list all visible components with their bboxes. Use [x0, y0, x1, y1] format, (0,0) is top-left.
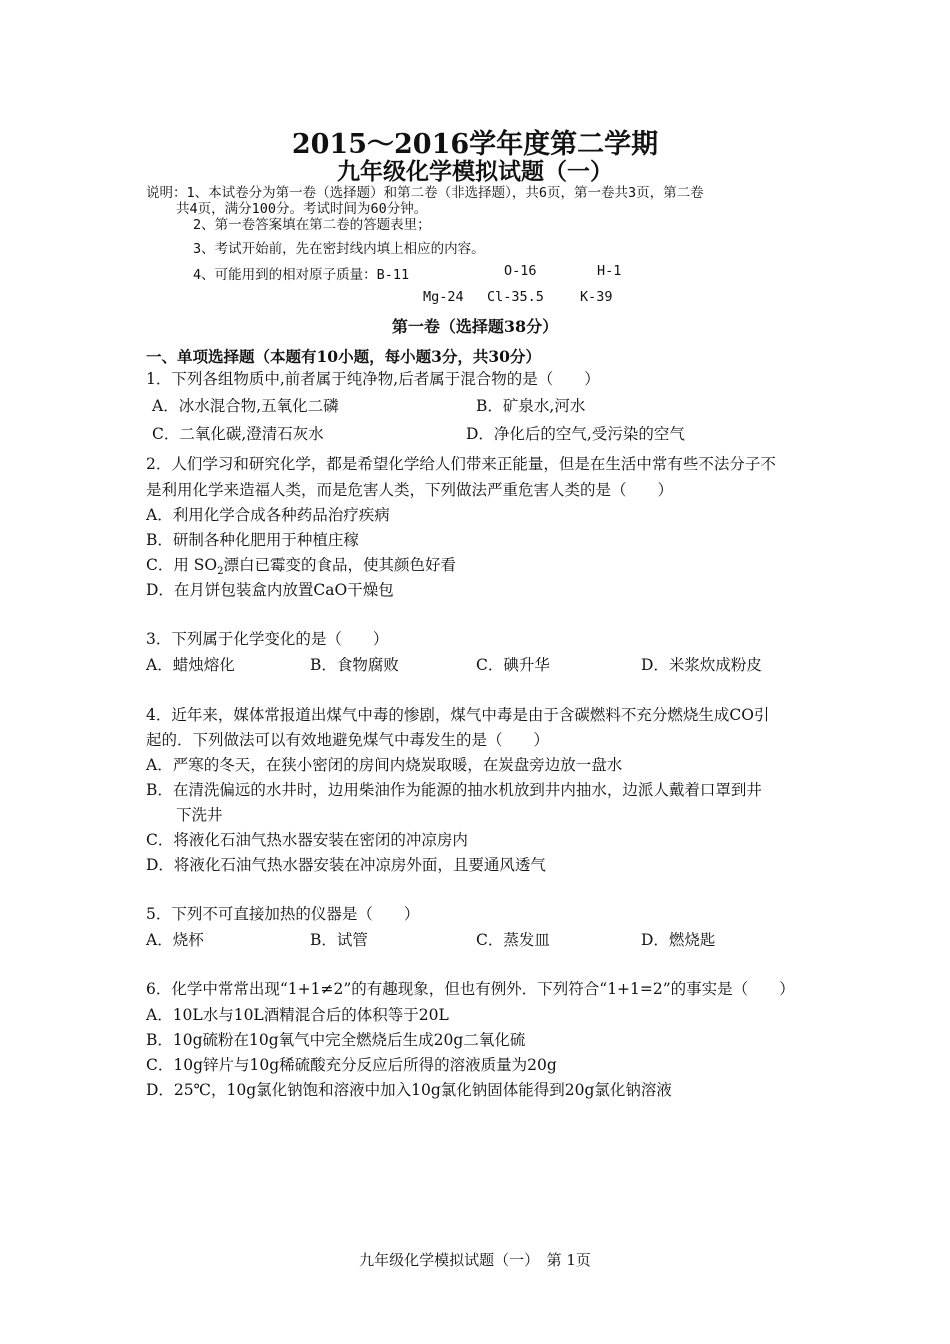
question-5-option-b: B．试管 — [310, 931, 368, 949]
question-2-option-d: D．在月饼包装盒内放置CaO干燥包 — [146, 581, 394, 599]
page-footer: 九年级化学模拟试题（一） 第 1页 — [359, 1251, 591, 1269]
question-1-option-c: C．二氧化碳,澄清石灰水 — [152, 425, 324, 443]
question-2-option-a: A．利用化学合成各种药品治疗疾病 — [146, 506, 390, 524]
option-c-suffix: 漂白已霉变的食品，使其颜色好看 — [223, 556, 457, 574]
question-3-option-a: A．蜡烛熔化 — [146, 656, 235, 674]
question-1-option-d: D．净化后的空气,受污染的空气 — [466, 425, 685, 443]
question-1-option-a: A．冰水混合物,五氧化二磷 — [152, 397, 339, 415]
instructions-line-3: 2、第一卷答案填在第二卷的答题表里； — [193, 217, 431, 233]
part-heading: 一、单项选择题（本题有10小题，每小题3分，共30分） — [146, 347, 541, 366]
question-4-option-a: A．严寒的冬天，在狭小密闭的房间内烧炭取暖，在炭盘旁边放一盘水 — [146, 756, 623, 774]
atomic-mass-o: O-16 — [504, 263, 537, 279]
atomic-mass-b: 4、可能用到的相对原子质量：B-11 — [193, 267, 410, 283]
question-3-stem: 3．下列属于化学变化的是（ ） — [146, 630, 389, 648]
option-c-prefix: C．用 SO — [146, 556, 218, 574]
question-3-option-c: C．碘升华 — [476, 656, 550, 674]
question-5-option-c: C．蒸发皿 — [476, 931, 550, 949]
atomic-mass-mg: Mg-24 — [423, 289, 464, 305]
question-1-stem: 1．下列各组物质中,前者属于纯净物,后者属于混合物的是（ ） — [146, 370, 600, 388]
question-4-stem-2: 起的．下列做法可以有效地避免煤气中毒发生的是（ ） — [146, 731, 550, 749]
question-4-stem-1: 4．近年来，媒体常报道出煤气中毒的惨剧，煤气中毒是由于含碳燃料不充分燃烧生成CO引 — [146, 706, 770, 724]
question-6-option-a: A．10L水与10L酒精混合后的体积等于20L — [146, 1006, 449, 1024]
section-title: 第一卷（选择题38分） — [391, 317, 559, 336]
atomic-mass-cl: Cl-35.5 — [487, 289, 544, 305]
question-2-stem-2: 是利用化学来造福人类，而是危害人类，下列做法严重危害人类的是（ ） — [146, 481, 674, 499]
question-5-option-d: D．燃烧匙 — [641, 931, 716, 949]
question-4-option-c: C．将液化石油气热水器安装在密闭的冲凉房内 — [146, 831, 468, 849]
question-1-option-b: B．矿泉水,河水 — [476, 397, 586, 415]
question-2-option-b: B．研制各种化肥用于种植庄稼 — [146, 531, 359, 549]
instructions-line-4: 3、考试开始前，先在密封线内填上相应的内容。 — [193, 241, 485, 257]
atomic-mass-k: K-39 — [580, 289, 613, 305]
question-4-option-b-1: B．在清洗偏远的水井时，边用柴油作为能源的抽水机放到井内抽水，边派人戴着口罩到井 — [146, 781, 762, 799]
question-3-option-b: B．食物腐败 — [310, 656, 399, 674]
so2-subscript: 2 — [217, 566, 224, 578]
instructions-line-1: 说明：1、本试卷分为第一卷（选择题）和第二卷（非选择题），共6页，第一卷共3页，第二卷 — [146, 185, 704, 201]
exam-subtitle: 九年级化学模拟试题（一） — [337, 158, 613, 185]
question-2-stem-1: 2．人们学习和研究化学，都是希望化学给人们带来正能量，但是在生活中常有些不法分子不 — [146, 455, 776, 473]
question-3-option-d: D．米浆炊成粉皮 — [641, 656, 762, 674]
question-4-option-b-2: 下洗井 — [176, 806, 223, 824]
question-5-option-a: A．烧杯 — [146, 931, 204, 949]
question-4-option-d: D．将液化石油气热水器安装在冲凉房外面，且要通风透气 — [146, 856, 546, 874]
question-5-stem: 5．下列不可直接加热的仪器是（ ） — [146, 905, 420, 923]
atomic-mass-h: H-1 — [597, 263, 622, 279]
question-6-option-d: D．25℃，10g氯化钠饱和溶液中加入10g氯化钠固体能得到20g氯化钠溶液 — [146, 1081, 672, 1099]
question-2-option-c — [146, 553, 456, 577]
instructions-line-2: 共4页，满分100分。考试时间为60分钟。 — [176, 201, 428, 217]
question-6-stem: 6．化学中常常出现“1+1≠2”的有趣现象，但也有例外．下列符合“1+1=2”的事实是（ ） — [146, 980, 795, 998]
exam-title: 2015～2016学年度第二学期 — [291, 129, 659, 160]
question-6-option-b: B．10g硫粉在10g氧气中完全燃烧后生成20g二氧化硫 — [146, 1031, 526, 1049]
question-6-option-c: C．10g锌片与10g稀硫酸充分反应后所得的溶液质量为20g — [146, 1056, 557, 1074]
